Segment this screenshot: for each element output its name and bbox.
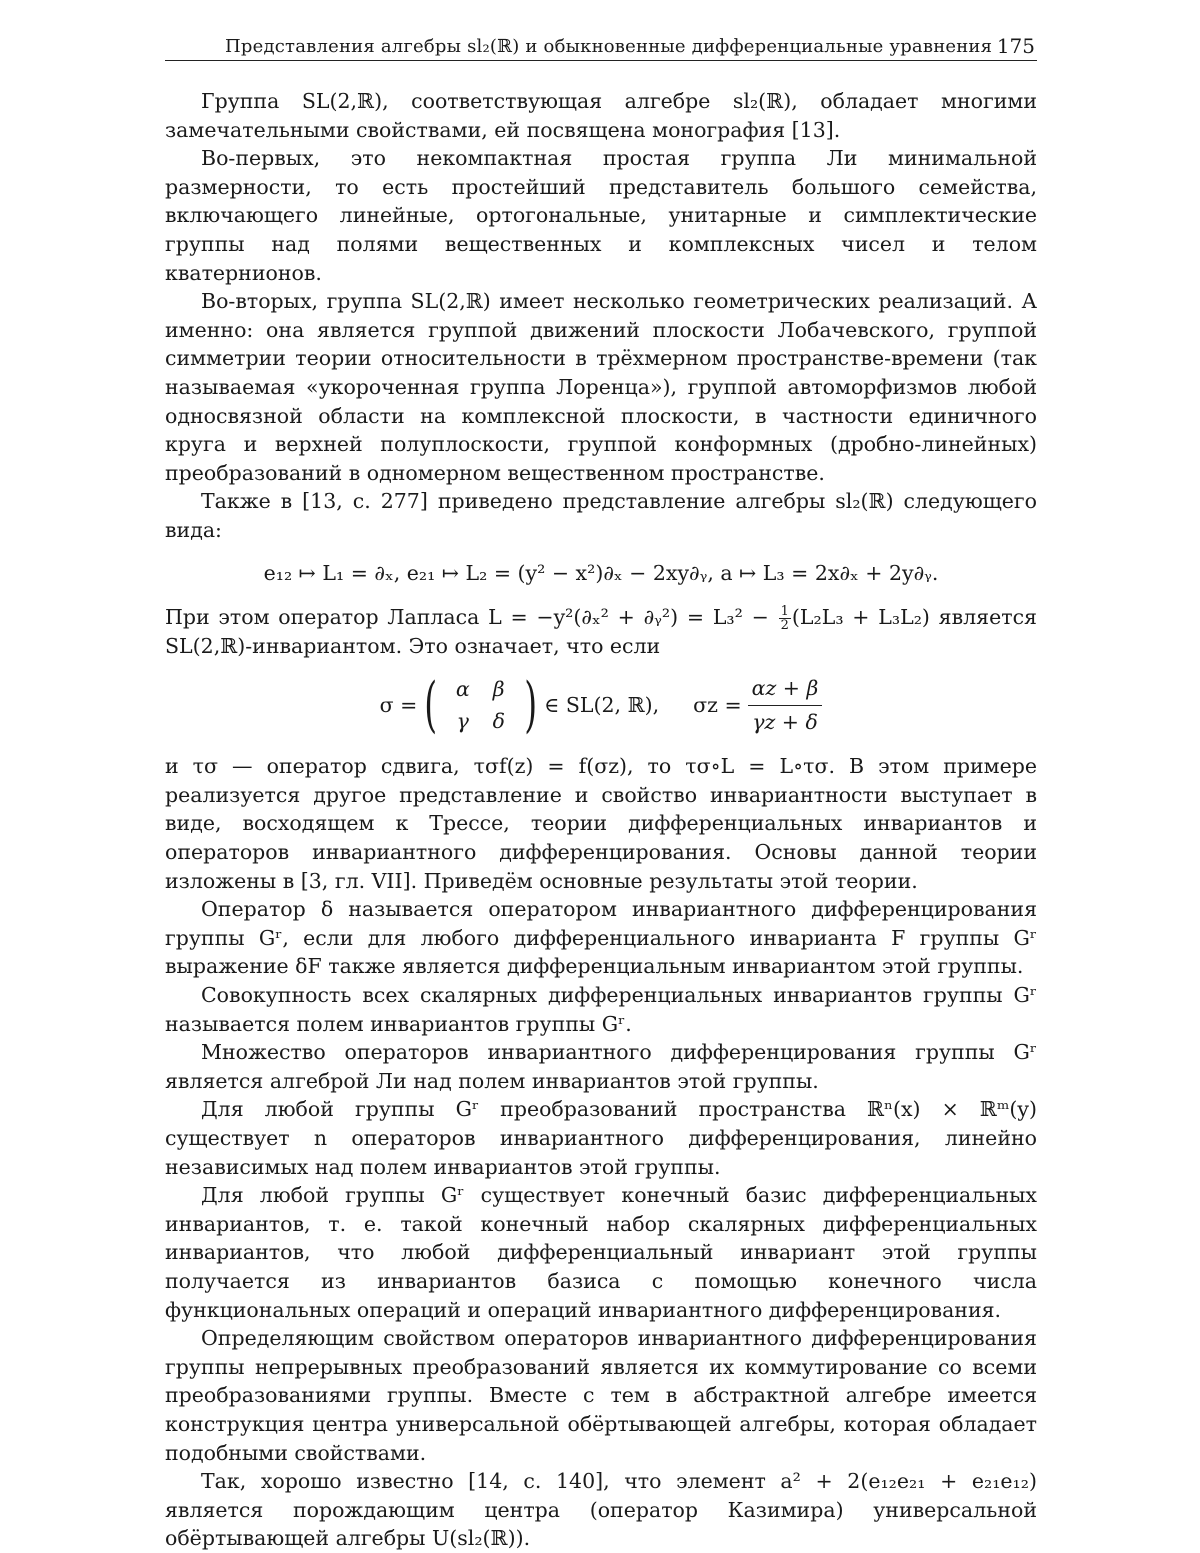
paragraph-1: Группа SL(2,ℝ), соответствующая алгебре sl₂(ℝ), обладает многими замечательными свойствами, ей посвящена монография [13]. [165,89,1037,142]
body-text [165,87,1037,1553]
sigma-lhs: σ = [379,692,418,717]
paragraph-6: и τσ — оператор сдвига, τσf(z) = f(σz), то τσ∘L = L∘τσ. В этом примере реализуется другое представление и свойство инвариантности выступает в виде, восходящем к Трессе, теории дифференциальных инвариантов и операторов инвариантного дифференцирования. Основы данной теории изложены в [3, гл. VII]. Приведём основные результаты этой теории. [165,754,1037,893]
paragraph-8: Совокупность всех скалярных дифференциальных инвариантов группы Gʳ называется полем инвариантов группы Gʳ. [165,983,1037,1036]
sigma-matrix [445,675,517,736]
paragraph-4: Также в [13, с. 277] приведено представление алгебры sl₂(ℝ) следующего вида: [165,489,1037,542]
matrix-b: β [492,676,505,701]
laplace-text-b: (L₂L₃ + L₃L₂) является SL(2,ℝ)-инвариантом. Это означает, что если [165,604,1037,658]
fraction-denominator: γz + δ [752,709,818,734]
one-half-fraction [779,605,791,632]
half-numerator: 1 [780,603,789,619]
matrix-a: α [455,676,470,701]
representation-formula: e₁₂ ↦ L₁ = ∂ₓ, e₂₁ ↦ L₂ = (y² − x²)∂ₓ − 2xy∂ᵧ, a ↦ L₃ = 2x∂ₓ + 2y∂ᵧ. [263,560,939,585]
running-title: Представления алгебры sl₂(ℝ) и обыкновенные дифференциальные уравнения [225,36,993,57]
paragraph-12: Определяющим свойством операторов инвариантного дифференцирования группы непрерывных преобразований является их коммутирование со всеми преобразованиями группы. Вместе с тем в абстрактной алгебре имеется конструкция центра универсальной обёртывающей алгебры, которая обладает подобными свойствами. [165,1326,1037,1465]
matrix-formula [165,670,1037,741]
right-paren: ) [524,670,537,741]
mobius-fraction [748,674,823,736]
paragraph-10: Для любой группы Gʳ преобразований пространства ℝⁿ(x) × ℝᵐ(y) существует n операторов инвариантного дифференцирования, линейно независимых над полем инвариантов этой группы. [165,1097,1037,1179]
paragraph-13: Так, хорошо известно [14, с. 140], что элемент a² + 2(e₁₂e₂₁ + e₂₁e₁₂) является порождающим центра (оператор Казимира) универсальной обёртывающей алгебры U(sl₂(ℝ)). [165,1469,1037,1551]
paragraph-11: Для любой группы Gʳ существует конечный базис дифференциальных инвариантов, т. е. такой конечный набор скалярных дифференциальных инвариантов, что любой дифференциальный инвариант этой группы получается из инвариантов базиса с помощью конечного числа функциональных операций и операций инвариантного дифференцирования. [165,1183,1037,1322]
fraction-numerator: αz + β [748,674,823,706]
paragraph-9: Множество операторов инвариантного дифференцирования группы Gʳ является алгеброй Ли над полем инвариантов этой группы. [165,1040,1037,1093]
paragraph-3: Во-вторых, группа SL(2,ℝ) имеет несколько геометрических реализаций. А именно: она является группой движений плоскости Лобачевского, группой симметрии теории относительности в трёхмерном пространстве-времени (так называемая «укороченная группа Лоренца»), группой автоморфизмов любой односвязной области на комплексной плоскости, в частности единичного круга и верхней полуплоскости, группой конформных (дробно-линейных) преобразований в одномерном вещественном пространстве. [165,289,1037,485]
page-number: 175 [996,34,1035,58]
paragraph-7: Оператор δ называется оператором инвариантного дифференцирования группы Gʳ, если для любого дифференциального инварианта F группы Gʳ выражение δF также является дифференциальным инвариантом этой группы. [165,897,1037,979]
running-header [165,30,1037,61]
paragraph-5 [165,603,1037,661]
membership: ∈ SL(2, ℝ), [544,692,660,717]
matrix-d: δ [492,709,505,734]
sigma-z: σz = [693,692,742,717]
document-page [165,30,1037,1553]
left-paren: ( [424,670,438,741]
matrix-c: γ [456,709,469,734]
laplace-text-a: При этом оператор Лапласа L = −y²(∂ₓ² + ∂ᵧ²) = L₃² − [165,604,778,629]
paragraph-2: Во-первых, это некомпактная простая группа Ли минимальной размерности, то есть простейший представитель большого семейства, включающего линейные, ортогональные, унитарные и симплектические группы над полями вещественных и комплексных чисел и телом кватернионов. [165,146,1037,285]
half-denominator: 2 [780,617,789,633]
